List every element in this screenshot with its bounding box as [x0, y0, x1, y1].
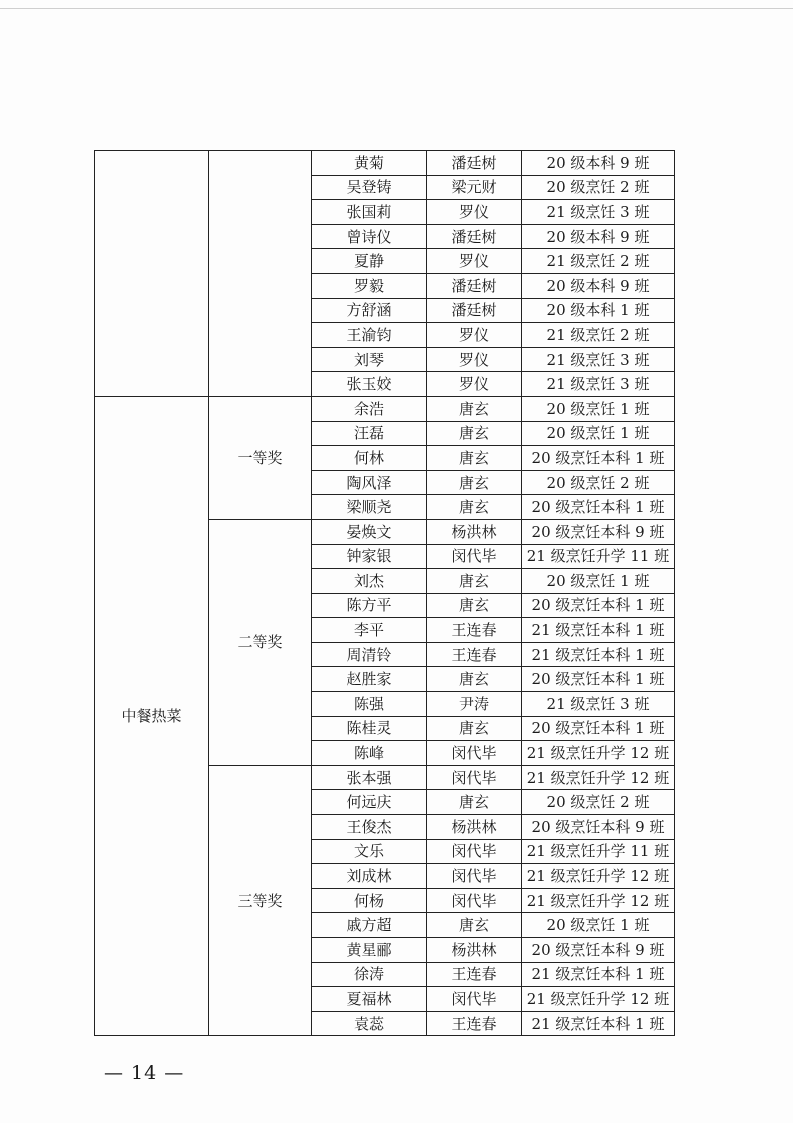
class-name-cell: 21 级烹饪升学 12 班	[522, 864, 675, 889]
teacher-name-cell: 潘廷树	[427, 298, 522, 323]
teacher-name-cell: 唐玄	[427, 446, 522, 471]
class-name-cell: 20 级烹饪本科 1 班	[522, 593, 675, 618]
class-name-cell: 20 级烹饪本科 9 班	[522, 938, 675, 963]
scan-edge-line	[0, 8, 793, 9]
class-name-cell: 20 级本科 9 班	[522, 151, 675, 176]
teacher-name-cell: 闵代毕	[427, 765, 522, 790]
teacher-name-cell: 闵代毕	[427, 864, 522, 889]
class-name-cell: 21 级烹饪本科 1 班	[522, 618, 675, 643]
class-name-cell: 20 级烹饪本科 9 班	[522, 519, 675, 544]
category-cell-continued	[95, 151, 209, 397]
class-name-cell: 21 级烹饪 3 班	[522, 347, 675, 372]
student-name-cell: 王俊杰	[312, 815, 427, 840]
student-name-cell: 戚方超	[312, 913, 427, 938]
student-name-cell: 黄菊	[312, 151, 427, 176]
student-name-cell: 何远庆	[312, 790, 427, 815]
teacher-name-cell: 唐玄	[427, 421, 522, 446]
teacher-name-cell: 王连春	[427, 642, 522, 667]
class-name-cell: 20 级烹饪 2 班	[522, 470, 675, 495]
teacher-name-cell: 罗仪	[427, 249, 522, 274]
class-name-cell: 20 级烹饪本科 9 班	[522, 815, 675, 840]
class-name-cell: 20 级本科 9 班	[522, 273, 675, 298]
student-name-cell: 夏福林	[312, 987, 427, 1012]
student-name-cell: 曾诗仪	[312, 224, 427, 249]
student-name-cell: 刘杰	[312, 569, 427, 594]
class-name-cell: 21 级烹饪升学 12 班	[522, 765, 675, 790]
class-name-cell: 21 级烹饪升学 11 班	[522, 544, 675, 569]
teacher-name-cell: 唐玄	[427, 569, 522, 594]
class-name-cell: 20 级烹饪 1 班	[522, 569, 675, 594]
class-name-cell: 20 级烹饪 1 班	[522, 396, 675, 421]
teacher-name-cell: 唐玄	[427, 790, 522, 815]
class-name-cell: 21 级烹饪 3 班	[522, 200, 675, 225]
teacher-name-cell: 闵代毕	[427, 987, 522, 1012]
student-name-cell: 张本强	[312, 765, 427, 790]
teacher-name-cell: 王连春	[427, 618, 522, 643]
teacher-name-cell: 唐玄	[427, 913, 522, 938]
class-name-cell: 20 级烹饪 1 班	[522, 913, 675, 938]
class-name-cell: 21 级烹饪升学 12 班	[522, 888, 675, 913]
teacher-name-cell: 王连春	[427, 1011, 522, 1036]
student-name-cell: 陶风泽	[312, 470, 427, 495]
page-number: — 14 —	[104, 1062, 185, 1084]
student-name-cell: 刘成林	[312, 864, 427, 889]
student-name-cell: 赵胜家	[312, 667, 427, 692]
student-name-cell: 文乐	[312, 839, 427, 864]
teacher-name-cell: 闵代毕	[427, 544, 522, 569]
student-name-cell: 黄星郦	[312, 938, 427, 963]
teacher-name-cell: 潘廷树	[427, 273, 522, 298]
table-row	[95, 396, 675, 421]
award-table-body	[95, 151, 675, 1036]
teacher-name-cell: 闵代毕	[427, 741, 522, 766]
student-name-cell: 余浩	[312, 396, 427, 421]
student-name-cell: 张国莉	[312, 200, 427, 225]
student-name-cell: 梁顺尧	[312, 495, 427, 520]
award-table	[94, 150, 675, 1036]
class-name-cell: 20 级烹饪 2 班	[522, 790, 675, 815]
class-name-cell: 20 级烹饪本科 1 班	[522, 667, 675, 692]
student-name-cell: 陈峰	[312, 741, 427, 766]
student-name-cell: 陈桂灵	[312, 716, 427, 741]
class-name-cell: 21 级烹饪升学 12 班	[522, 741, 675, 766]
teacher-name-cell: 闵代毕	[427, 839, 522, 864]
teacher-name-cell: 唐玄	[427, 716, 522, 741]
student-name-cell: 汪磊	[312, 421, 427, 446]
class-name-cell: 20 级本科 9 班	[522, 224, 675, 249]
class-name-cell: 21 级烹饪本科 1 班	[522, 1011, 675, 1036]
teacher-name-cell: 罗仪	[427, 200, 522, 225]
student-name-cell: 钟家银	[312, 544, 427, 569]
class-name-cell: 21 级烹饪本科 1 班	[522, 642, 675, 667]
student-name-cell: 何林	[312, 446, 427, 471]
class-name-cell: 20 级烹饪 2 班	[522, 175, 675, 200]
teacher-name-cell: 潘廷树	[427, 224, 522, 249]
student-name-cell: 王渝钧	[312, 323, 427, 348]
table-row	[95, 151, 675, 176]
class-name-cell: 21 级烹饪 3 班	[522, 692, 675, 717]
class-name-cell: 21 级烹饪本科 1 班	[522, 962, 675, 987]
student-name-cell: 罗毅	[312, 273, 427, 298]
award-level-cell-continued	[209, 151, 312, 397]
student-name-cell: 刘琴	[312, 347, 427, 372]
class-name-cell: 20 级本科 1 班	[522, 298, 675, 323]
teacher-name-cell: 杨洪林	[427, 519, 522, 544]
class-name-cell: 20 级烹饪本科 1 班	[522, 446, 675, 471]
award-level-cell: 二等奖	[209, 519, 312, 765]
student-name-cell: 吴登铸	[312, 175, 427, 200]
student-name-cell: 周清铃	[312, 642, 427, 667]
class-name-cell: 21 级烹饪 2 班	[522, 323, 675, 348]
teacher-name-cell: 唐玄	[427, 470, 522, 495]
teacher-name-cell: 罗仪	[427, 372, 522, 397]
teacher-name-cell: 杨洪林	[427, 815, 522, 840]
teacher-name-cell: 罗仪	[427, 323, 522, 348]
teacher-name-cell: 唐玄	[427, 667, 522, 692]
teacher-name-cell: 梁元财	[427, 175, 522, 200]
teacher-name-cell: 尹涛	[427, 692, 522, 717]
class-name-cell: 20 级烹饪本科 1 班	[522, 495, 675, 520]
class-name-cell: 20 级烹饪 1 班	[522, 421, 675, 446]
student-name-cell: 何杨	[312, 888, 427, 913]
teacher-name-cell: 潘廷树	[427, 151, 522, 176]
teacher-name-cell: 罗仪	[427, 347, 522, 372]
student-name-cell: 方舒涵	[312, 298, 427, 323]
student-name-cell: 袁蕊	[312, 1011, 427, 1036]
teacher-name-cell: 唐玄	[427, 495, 522, 520]
teacher-name-cell: 闵代毕	[427, 888, 522, 913]
class-name-cell: 21 级烹饪升学 11 班	[522, 839, 675, 864]
student-name-cell: 徐涛	[312, 962, 427, 987]
class-name-cell: 21 级烹饪升学 12 班	[522, 987, 675, 1012]
award-level-cell: 一等奖	[209, 396, 312, 519]
student-name-cell: 陈方平	[312, 593, 427, 618]
class-name-cell: 21 级烹饪 2 班	[522, 249, 675, 274]
award-level-cell: 三等奖	[209, 765, 312, 1036]
student-name-cell: 晏焕文	[312, 519, 427, 544]
student-name-cell: 张玉姣	[312, 372, 427, 397]
teacher-name-cell: 王连春	[427, 962, 522, 987]
student-name-cell: 陈强	[312, 692, 427, 717]
category-cell: 中餐热菜	[95, 396, 209, 1035]
student-name-cell: 李平	[312, 618, 427, 643]
student-name-cell: 夏静	[312, 249, 427, 274]
class-name-cell: 20 级烹饪本科 1 班	[522, 716, 675, 741]
teacher-name-cell: 唐玄	[427, 396, 522, 421]
class-name-cell: 21 级烹饪 3 班	[522, 372, 675, 397]
teacher-name-cell: 唐玄	[427, 593, 522, 618]
teacher-name-cell: 杨洪林	[427, 938, 522, 963]
